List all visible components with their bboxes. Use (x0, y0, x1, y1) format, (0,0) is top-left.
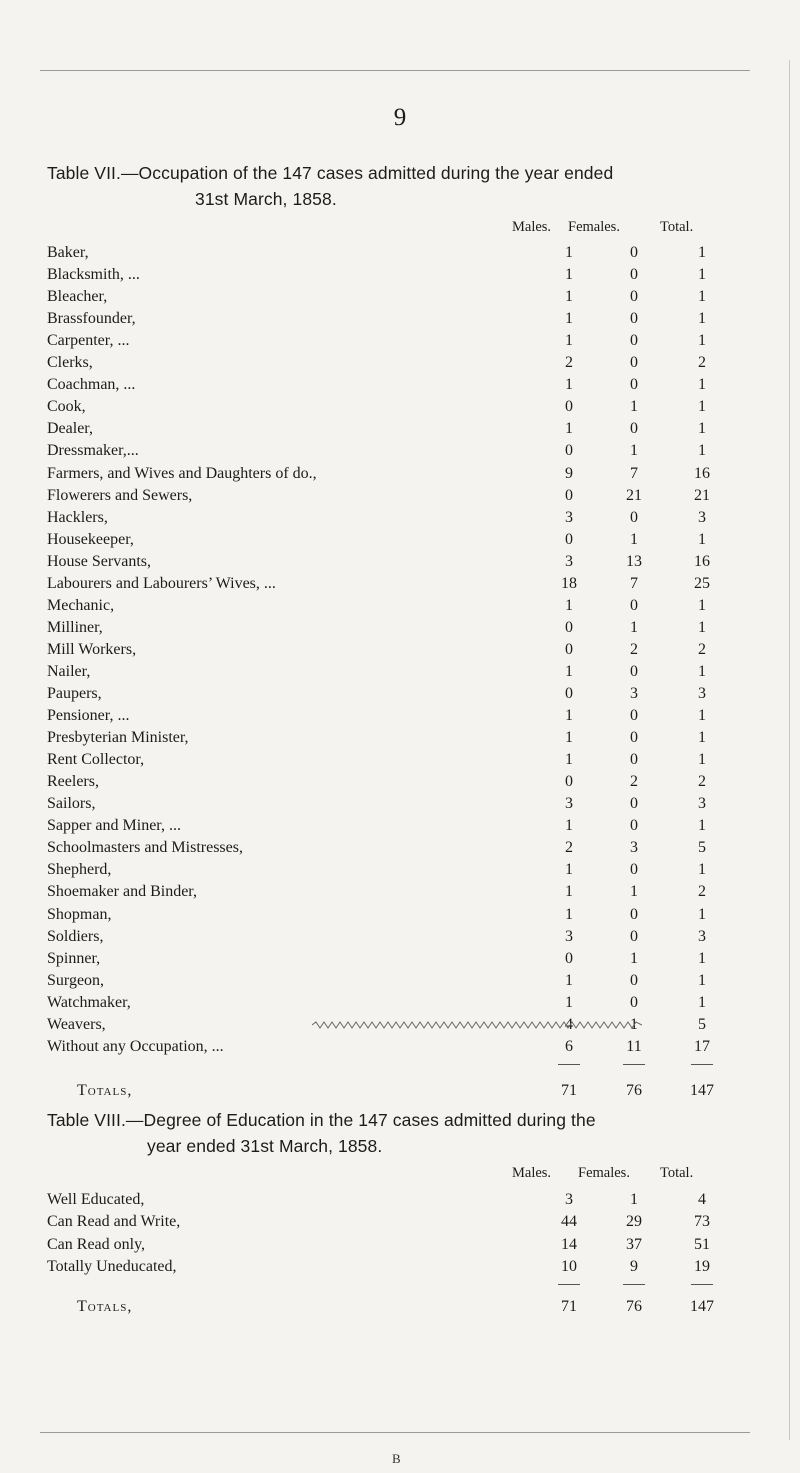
table7-row-label: Farmers, and Wives and Daughters of do., (47, 464, 317, 482)
table7-row (47, 793, 737, 815)
table7-row-males: 3 (565, 927, 573, 945)
page-number: 9 (393, 104, 407, 131)
table7-row-label: Hacklers, (47, 508, 108, 526)
table7-row (47, 573, 737, 595)
table7-row-females: 3 (630, 839, 638, 857)
table8-row (47, 1234, 737, 1256)
table7-caption-line1: Table VII.—Occupation of the 147 cases admitted during the year ended (47, 163, 614, 183)
table8-totals-total: 147 (690, 1298, 714, 1316)
table7-row-males: 1 (565, 662, 573, 680)
table7-row-males: 0 (565, 530, 573, 548)
table7-row-label: Without any Occupation, ... (47, 1037, 224, 1055)
table7-totals-total: 147 (690, 1081, 714, 1099)
table7-row-label: House Servants, (47, 552, 151, 570)
table7-row-males: 2 (565, 839, 573, 857)
table7-row-total: 1 (698, 618, 706, 636)
table7-row-females: 0 (630, 420, 638, 438)
table7-row-females: 2 (630, 640, 638, 658)
table7-row-total: 16 (694, 552, 710, 570)
table7-row-label: Coachman, ... (47, 376, 136, 394)
table7-row-females: 0 (630, 354, 638, 372)
table7-header-males: Males. (512, 219, 552, 235)
table7-row-males: 0 (565, 398, 573, 416)
table7-row-label: Housekeeper, (47, 530, 134, 548)
table7-row-males: 1 (565, 707, 573, 725)
table8-caption-line2: year ended 31st March, 1858. (147, 1136, 383, 1156)
table8-row-label: Can Read only, (47, 1235, 146, 1253)
table7-row-label: Weavers, (47, 1015, 106, 1033)
table7-row-males: 0 (565, 640, 573, 658)
table7-row (47, 418, 737, 440)
table8-totals-label: Totals, (77, 1298, 133, 1316)
table7-row-total: 1 (698, 420, 706, 438)
table7-row-total: 1 (698, 266, 706, 284)
table7-row (47, 308, 737, 330)
table8-row (47, 1256, 737, 1278)
table8-row-males: 14 (561, 1235, 577, 1253)
table7-row (47, 595, 737, 617)
table7-row-males: 1 (565, 817, 573, 835)
table7-row-males: 0 (565, 949, 573, 967)
table8-totals-row (47, 1296, 737, 1318)
table8-sum-rule (691, 1284, 713, 1285)
table8-row-females: 29 (626, 1213, 642, 1231)
table7-row (47, 683, 737, 705)
table7-row (47, 440, 737, 462)
table7-row-males: 18 (561, 574, 577, 592)
table7-row-females: 0 (630, 751, 638, 769)
table7-header-total: Total. (660, 219, 694, 235)
table7-row-males: 1 (565, 905, 573, 923)
top-rule (40, 70, 750, 71)
table7-row-label: Labourers and Labourers’ Wives, ... (47, 574, 276, 592)
table7-row-females: 13 (626, 552, 642, 570)
table8-row-males: 44 (561, 1213, 577, 1231)
table7-row-total: 1 (698, 288, 706, 306)
table7-row-females: 1 (630, 530, 638, 548)
table7-row-total: 1 (698, 530, 706, 548)
table7-row (47, 727, 737, 749)
table7-row-label: Surgeon, (47, 971, 105, 989)
table7-row (47, 837, 737, 859)
table7-row (47, 463, 737, 485)
table7-row-total: 5 (698, 839, 706, 857)
table7-row-total: 3 (698, 508, 706, 526)
table7-row-total: 1 (698, 596, 706, 614)
table7-row-females: 0 (630, 707, 638, 725)
table7-row-total: 3 (698, 795, 706, 813)
table8-row-females: 9 (630, 1257, 638, 1275)
table7-row-label: Carpenter, ... (47, 332, 130, 350)
table7-row (47, 485, 737, 507)
table7-row-females: 0 (630, 795, 638, 813)
table7-row-total: 3 (698, 927, 706, 945)
table8-sum-rule (623, 1284, 645, 1285)
table7-row-males: 1 (565, 861, 573, 879)
table7-row (47, 815, 737, 837)
table7-row (47, 881, 737, 903)
table8-row-label: Well Educated, (47, 1191, 145, 1208)
table7-row (47, 749, 737, 771)
table7-row-total: 2 (698, 354, 706, 372)
table7-row-males: 1 (565, 420, 573, 438)
table7-row-females: 0 (630, 288, 638, 306)
table7-row-total: 2 (698, 640, 706, 658)
table7-row-total: 21 (694, 486, 710, 504)
table7-row-total: 1 (698, 707, 706, 725)
table7-row-males: 1 (565, 729, 573, 747)
table7-totals-label: Totals, (77, 1081, 133, 1099)
table8-totals-females: 76 (626, 1298, 642, 1316)
table7-row-females: 3 (630, 685, 638, 702)
table7-row-label: Milliner, (47, 618, 103, 636)
table7-row-label: Blacksmith, ... (47, 266, 140, 284)
table7-caption-line2: 31st March, 1858. (195, 189, 337, 209)
table7-row (47, 970, 737, 992)
table7-row-total: 1 (698, 442, 706, 460)
table7-row-males: 3 (565, 552, 573, 570)
table8-row-total: 51 (694, 1235, 710, 1253)
table7-row-total: 1 (698, 971, 706, 989)
table8-header-total: Total. (660, 1165, 694, 1181)
table7-row (47, 992, 737, 1014)
table7-row (47, 529, 737, 551)
table7-row-males: 0 (565, 685, 573, 702)
table7-row-total: 1 (698, 993, 706, 1011)
table7-row-label: Dressmaker,... (47, 442, 139, 460)
table7-row-males: 1 (565, 883, 573, 901)
table8-row-label: Totally Uneducated, (47, 1257, 177, 1275)
table7-row-total: 1 (698, 332, 706, 350)
table7-row-label: Nailer, (47, 662, 91, 680)
table7-row (47, 374, 737, 396)
table7-row-label: Spinner, (47, 949, 101, 967)
table7-row-females: 0 (630, 332, 638, 350)
table7-row-females: 1 (630, 949, 638, 967)
table7-row-females: 0 (630, 244, 638, 261)
table7-row-label: Watchmaker, (47, 993, 131, 1011)
table8-row-males: 3 (565, 1191, 573, 1208)
table7-row-total: 1 (698, 949, 706, 967)
table7-row-females: 0 (630, 310, 638, 328)
table7-row-label: Brassfounder, (47, 310, 136, 328)
table7-row-label: Baker, (47, 244, 89, 261)
table7-row-males: 3 (565, 508, 573, 526)
table7-row-total: 1 (698, 817, 706, 835)
table7-row (47, 639, 737, 661)
table7-row-females: 0 (630, 905, 638, 923)
table8-row (47, 1189, 737, 1211)
table8-totals-males: 71 (561, 1298, 577, 1316)
table7-row-males: 1 (565, 751, 573, 769)
table7-row (47, 661, 737, 683)
table7-row-females: 1 (630, 883, 638, 901)
table8-row-total: 19 (694, 1257, 710, 1275)
table7-totals-males: 71 (561, 1081, 577, 1099)
table7-row-label: Pensioner, ... (47, 707, 130, 725)
table8-caption-line1: Table VIII.—Degree of Education in the 147 cases admitted during the (47, 1110, 596, 1130)
table8-row-total: 73 (694, 1213, 710, 1231)
table8-header-females: Females. (578, 1165, 630, 1181)
table7-row-label: Soldiers, (47, 927, 104, 945)
table7-row (47, 352, 737, 374)
table7-row (47, 396, 737, 418)
table7-row-males: 1 (565, 971, 573, 989)
table7-row-label: Rent Collector, (47, 751, 145, 769)
table7-row-total: 1 (698, 398, 706, 416)
table7-row-males: 9 (565, 464, 573, 482)
table7-row-label: Bleacher, (47, 288, 108, 306)
table7-row-total: 16 (694, 464, 710, 482)
table8-sum-rule (558, 1284, 580, 1285)
table7-row (47, 859, 737, 881)
table7-row (47, 551, 737, 573)
table7-row-females: 0 (630, 729, 638, 747)
table7-row-females: 21 (626, 486, 642, 504)
table7-row (47, 948, 737, 970)
table7-sum-rule (623, 1064, 645, 1065)
table7-row (47, 904, 737, 926)
table7-totals-row (47, 1080, 737, 1102)
table7-row-label: Presbyterian Minister, (47, 729, 189, 747)
table7-row-males: 6 (565, 1037, 573, 1055)
table7-row-males: 4 (565, 1015, 573, 1033)
table7-row-total: 2 (698, 773, 706, 791)
table7-row-label: Cook, (47, 398, 86, 416)
table7-row-females: 1 (630, 1015, 638, 1033)
table7-row-total: 5 (698, 1015, 706, 1033)
table7-row-total: 1 (698, 376, 706, 394)
table7-row-females: 0 (630, 266, 638, 284)
table7-row-label: Schoolmasters and Mistresses, (47, 839, 243, 857)
table7-row-males: 1 (565, 288, 573, 306)
table7-row-males: 1 (565, 244, 573, 261)
table7-row-males: 3 (565, 795, 573, 813)
table7-row-label: Paupers, (47, 685, 102, 702)
table7-row-males: 0 (565, 486, 573, 504)
table7-row-males: 1 (565, 376, 573, 394)
table7-row-label: Reelers, (47, 773, 99, 791)
table7-row-males: 1 (565, 266, 573, 284)
table7-row-label: Sapper and Miner, ... (47, 817, 181, 835)
table7-row-males: 1 (565, 332, 573, 350)
table7-row-label: Mechanic, (47, 596, 115, 614)
table7-row (47, 705, 737, 727)
table7-row-females: 0 (630, 596, 638, 614)
table7-row-label: Shoemaker and Binder, (47, 883, 197, 901)
table7-row-females: 0 (630, 817, 638, 835)
table8-row-total: 4 (698, 1191, 706, 1208)
table7-sum-rule (691, 1064, 713, 1065)
table7-row-females: 7 (630, 464, 638, 482)
table7-row-females: 0 (630, 993, 638, 1011)
table7-row (47, 264, 737, 286)
table7-row (47, 1036, 737, 1058)
section-divider-ornament (312, 1020, 642, 1030)
table7-row-label: Mill Workers, (47, 640, 137, 658)
table7-row-total: 1 (698, 905, 706, 923)
table7-row-total: 1 (698, 310, 706, 328)
table7-row-females: 0 (630, 662, 638, 680)
signature-mark: B (392, 1451, 401, 1466)
table7-row-total: 17 (694, 1037, 710, 1055)
table7-row-females: 0 (630, 927, 638, 945)
table7-row-males: 1 (565, 310, 573, 328)
table7-row-label: Flowerers and Sewers, (47, 486, 193, 504)
table7-row (47, 926, 737, 948)
table8-caption (47, 1107, 727, 1159)
table7-row-label: Shepherd, (47, 861, 112, 879)
table7-row-females: 1 (630, 442, 638, 460)
page-edge (789, 60, 790, 1440)
table7-row-females: 11 (626, 1037, 642, 1055)
table7-row-total: 1 (698, 729, 706, 747)
table8-row-label: Can Read and Write, (47, 1213, 181, 1231)
table7-row (47, 507, 737, 529)
table7-row-males: 0 (565, 773, 573, 791)
table8-header-males: Males. (512, 1165, 552, 1181)
table7-row-label: Dealer, (47, 420, 93, 438)
table7-row-females: 0 (630, 376, 638, 394)
table7-row (47, 617, 737, 639)
table7-row-males: 1 (565, 596, 573, 614)
table7-totals-females: 76 (626, 1081, 642, 1099)
table7-row (47, 242, 737, 264)
table7-row-males: 2 (565, 354, 573, 372)
table7-row-total: 1 (698, 751, 706, 769)
table7-row-total: 25 (694, 574, 710, 592)
table8-row-females: 37 (626, 1235, 642, 1253)
table7-row-total: 3 (698, 685, 706, 702)
table7-row-females: 1 (630, 618, 638, 636)
table7-row-females: 0 (630, 508, 638, 526)
table7-row (47, 330, 737, 352)
table7-row (47, 771, 737, 793)
table7-row-total: 1 (698, 861, 706, 879)
table7-row-females: 0 (630, 861, 638, 879)
table7-row-females: 1 (630, 398, 638, 416)
table7-row-total: 1 (698, 662, 706, 680)
table7-row-females: 7 (630, 574, 638, 592)
table7-row-females: 0 (630, 971, 638, 989)
table7-row-males: 0 (565, 618, 573, 636)
table8-row-males: 10 (561, 1257, 577, 1275)
table7-sum-rule (558, 1064, 580, 1065)
table8-row (47, 1211, 737, 1233)
bottom-rule (40, 1432, 750, 1433)
table7-row-label: Shopman, (47, 905, 112, 923)
table7-caption (47, 160, 727, 212)
table7-row-total: 1 (698, 244, 706, 261)
table7-row-label: Clerks, (47, 354, 93, 372)
table7-row-label: Sailors, (47, 795, 96, 813)
table7-row-total: 2 (698, 883, 706, 901)
table8-row-females: 1 (630, 1191, 638, 1208)
table7-row (47, 286, 737, 308)
table7-row-males: 0 (565, 442, 573, 460)
table7-row-males: 1 (565, 993, 573, 1011)
table7-row-females: 2 (630, 773, 638, 791)
table7-header-females: Females. (568, 219, 620, 235)
